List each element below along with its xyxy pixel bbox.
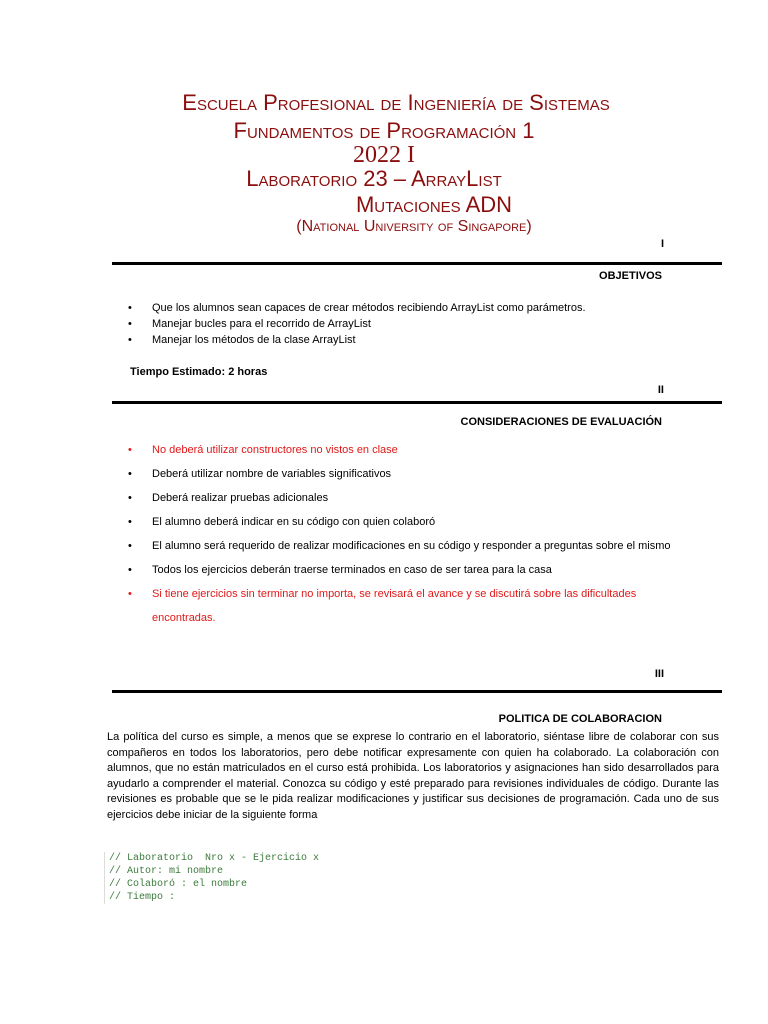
section-divider: [112, 401, 722, 404]
section-title: POLITICA DE COLABORACION: [498, 713, 662, 725]
list-item: [128, 332, 586, 348]
objective-text: Manejar bucles para el recorrido de ArrayList: [152, 318, 371, 330]
evaluation-text: No deberá utilizar constructores no vistos en clase: [152, 444, 398, 456]
objective-text: Manejar los métodos de la clase ArrayList: [152, 334, 356, 346]
list-item: [128, 462, 672, 486]
objectives-list: [128, 300, 586, 348]
section-title: OBJETIVOS: [599, 270, 662, 282]
section-divider: [112, 690, 722, 693]
bullet-icon: •: [128, 540, 132, 552]
evaluation-list: [128, 438, 672, 630]
section-number: I: [660, 238, 664, 250]
bullet-icon: •: [128, 588, 132, 600]
bullet-icon: •: [128, 564, 132, 576]
section-title: CONSIDERACIONES DE EVALUACIÓN: [460, 416, 662, 428]
list-item: [128, 558, 672, 582]
bullet-icon: •: [128, 492, 132, 504]
objective-text: Que los alumnos sean capaces de crear métodos recibiendo ArrayList como parámetros.: [152, 302, 586, 314]
estimated-time: Tiempo Estimado: 2 horas: [130, 366, 268, 378]
bullet-icon: •: [128, 318, 132, 330]
lab-title: Laboratorio 23 – ArrayList: [246, 166, 502, 191]
evaluation-text: El alumno deberá indicar en su código con quien colaboró: [152, 516, 436, 528]
list-item: [128, 438, 672, 462]
bullet-icon: •: [128, 334, 132, 346]
list-item: [128, 316, 586, 332]
policy-paragraph: La política del curso es simple, a menos que se exprese lo contrario en el laboratorio, siéntase libre de colaborar con sus compañeros en todos los laboratorios, pero debe notificar expresamente con quien ha colaborado. La colaboración con alumnos, que no están matriculados en el curso está prohibida. Los laboratorios y asignaciones han sido desarrollados para ayudarlo a comprender el material. Conozca su código y esté preparado para revisiones individuales de código. Durante las revisiones es probable que se le pida realizar modificaciones y justificar sus decisiones de programación. Cada uno de sus ejercicios debe iniciar de la siguiente forma: [107, 731, 719, 821]
list-item: [128, 510, 672, 534]
course-title: Fundamentos de Programación 1: [233, 118, 535, 143]
section-divider: [112, 262, 722, 265]
bullet-icon: •: [128, 516, 132, 528]
list-item: [128, 534, 672, 558]
evaluation-text: El alumno será requerido de realizar modificaciones en su código y responder a preguntas sobre el mismo: [152, 540, 671, 552]
section-number: III: [654, 668, 664, 680]
lab-subtitle: Mutaciones ADN: [355, 192, 513, 217]
evaluation-text: Deberá utilizar nombre de variables significativos: [152, 468, 392, 480]
code-line: // Laboratorio Nro x - Ejercicio x: [109, 853, 320, 864]
list-item: [128, 300, 586, 316]
school-title: Escuela Profesional de Ingeniería de Sistemas: [182, 90, 610, 115]
bullet-icon: •: [128, 468, 132, 480]
semester-title: 2022 I: [353, 142, 415, 168]
code-line: // Autor: mi nombre: [109, 866, 224, 877]
evaluation-text: Deberá realizar pruebas adicionales: [152, 492, 329, 504]
code-snippet: [104, 852, 319, 904]
list-item: [128, 582, 672, 630]
evaluation-text: Si tiene ejercicios sin terminar no importa, se revisará el avance y se discutirá sobre las dificultades encontradas.: [152, 588, 637, 624]
code-line: // Colaboró : el nombre: [109, 879, 248, 890]
evaluation-text: Todos los ejercicios deberán traerse terminados en caso de ser tarea para la casa: [152, 564, 552, 576]
bullet-icon: •: [128, 444, 132, 456]
source-credit: (National University of Singapore): [296, 218, 532, 235]
code-line: // Tiempo :: [109, 892, 176, 903]
bullet-icon: •: [128, 302, 132, 314]
section-number: II: [657, 384, 664, 396]
list-item: [128, 486, 672, 510]
